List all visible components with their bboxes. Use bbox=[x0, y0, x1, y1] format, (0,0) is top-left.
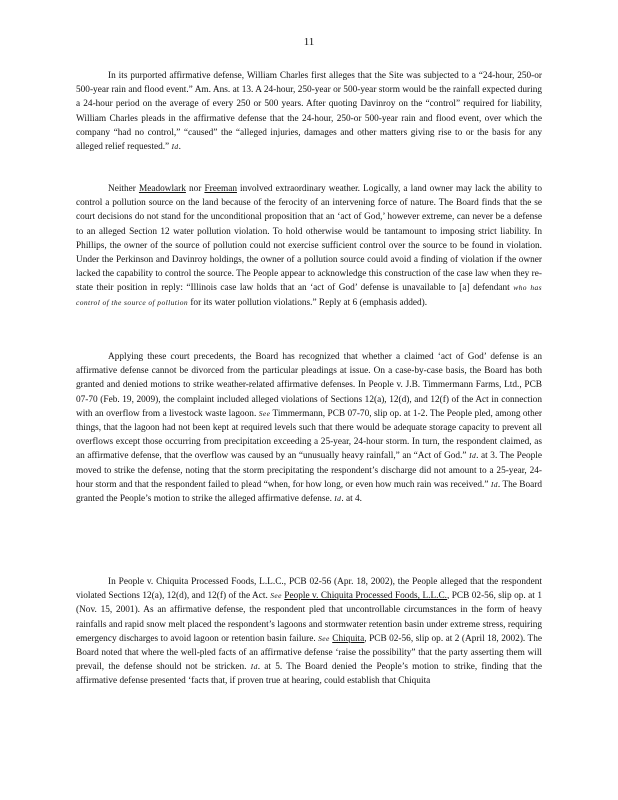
citation-signal: See bbox=[318, 633, 330, 643]
citation-signal: Id bbox=[250, 662, 258, 672]
text-run: In its purported affirmative defense, William Charles first alleges that the Site was subjected to a “24-hour, 250-or 500-year rain and flood event.” Am. Ans. at 13. A 24-hour, 250-year or 500-year storm would be the rainfall expected during a 24-hour period on the average of every 250 or 500 years. After quoting Davinroy on the “control” required for liability, William Charles pleads in the affirmative defense that the 24-hour, 250-or 500-year rain and flood event, over which the company “had no control,” “caused” the “alleged injuries, damages and other matters giving rise to or the basis for any alleged relief requested.” bbox=[76, 71, 542, 153]
paragraph-timmermann-precedent bbox=[76, 350, 542, 506]
text-run: , PCB 02-56, slip op. at 2 (April 18, 2002). The Board noted that where the well-pled facts of an affirmative defense ‘raise the possibility” that the party asserting them will prevail, the defense should not be stricken. bbox=[76, 633, 542, 673]
text-run: In People v. Chiquita Processed Foods, L.L.C., PCB 02-56 (Apr. 18, 2002), the People alleged that the respondent violated Sections 12(a), 12(d), and 12(f) of the Act. bbox=[76, 577, 542, 602]
citation-signal: who has control of the source of pollution bbox=[76, 283, 542, 307]
text-run: . The Board granted the People’s motion to strike the alleged affirmative defense. bbox=[76, 479, 543, 505]
citation-signal: Id bbox=[334, 494, 342, 504]
text-run: nor bbox=[185, 184, 205, 194]
paragraph-case-law-analysis bbox=[76, 182, 542, 310]
case-name: Chiquita bbox=[332, 633, 365, 644]
text-run: Neither bbox=[108, 184, 139, 194]
text-run: , PCB 02-56, slip op. at 1 (Nov. 15, 2001). As an affirmative defense, the respondent pled that uncontrollable circumstances in the form of heavy rainfalls and rapid snow melt placed the respondent’s lagoons and stormwater retention basin under extreme stress, requiring emergency discharges to avoid lagoon or retention basin failure. bbox=[76, 591, 542, 644]
text-run: . at 5. The Board denied the People’s motion to strike, finding that the affirmative defense presented ‘facts that, if proven true at hearing, could establish that Chiquita bbox=[76, 662, 543, 687]
case-name: Meadowlark bbox=[138, 184, 186, 194]
citation-signal: Id bbox=[171, 142, 179, 152]
case-name: People v. Chiquita Processed Foods, L.L.C. bbox=[284, 591, 447, 602]
paragraph-act-of-god-allegation bbox=[76, 69, 542, 154]
text-run: for its water pollution violations.” Reply at 6 (emphasis added). bbox=[188, 297, 428, 308]
text-run: involved extraordinary weather. Logically, a land owner may lack the ability to control a pollution source on the land because of the ferocity of an intervening force of nature. The Board finds that the se court decisions do not stand for the unconditional proposition that an ‘act of God,’ however extreme, can never be a defense to an alleged Section 12 water pollution violation. To hold otherwise would be tantamount to imposing strict liability. In Phillips, the owner of the source of pollution could not exercise sufficient control over the source to be found in violation. Under the Perkinson and Davinroy holdings, the owner of a pollution source could avoid a finding of violation if the owner lacked the capability to control the source. The People appear to acknowledge this construction of the case law when they re-state their position in reply: “Illinois case law holds that an ‘act of God’ defense is unavailable to [a] defendant bbox=[76, 184, 543, 294]
citation-signal: See bbox=[270, 591, 282, 601]
page-number: 11 bbox=[303, 36, 315, 48]
citation-signal: Id bbox=[469, 451, 477, 461]
paragraph-chiquita-precedent bbox=[76, 575, 542, 689]
text-run: . at 4. bbox=[341, 494, 362, 505]
citation-signal: Id bbox=[490, 479, 498, 489]
text-run: Timmermann, PCB 07-70, slip op. at 1-2. The People pled, among other things, that the lagoon had not been kept at required levels such that there would be adequate storage capacity to prevent all overflows except those occurring from precipitation exceeding a 25-year, 24-hour storm. In turn, the respondent claimed, as an affirmative defense, that the overflow was caused by an “unusually heavy rainfall,” an “Act of God.” bbox=[76, 408, 543, 462]
text-run: Applying these court precedents, the Board has recognized that whether a claimed ‘act of God’ defense is an affirmative defense cannot be divorced from the particular pleadings at issue. On a case-by-case basis, the Board has both granted and denied motions to strike weather-related affirmative defenses. In People v. J.B. Timmermann Farms, Ltd., PCB 07-70 (Feb. 19, 2009), the complaint included alleged violations of Sections 12(a), 12(d), and 12(f) of the Act in connection with an overflow from a livestock waste lagoon. bbox=[76, 352, 542, 419]
text-run: . at 3. The People moved to strike the defense, noting that the storm precipitating the respondent’s discharge did not amount to a 25-year, 24-hour storm and that the respondent failed to plead “when, for how long, or even how much rain was received.” bbox=[76, 451, 542, 490]
case-name: Freeman bbox=[204, 184, 237, 194]
citation-signal: See bbox=[258, 408, 271, 418]
text-run: . bbox=[178, 142, 181, 153]
